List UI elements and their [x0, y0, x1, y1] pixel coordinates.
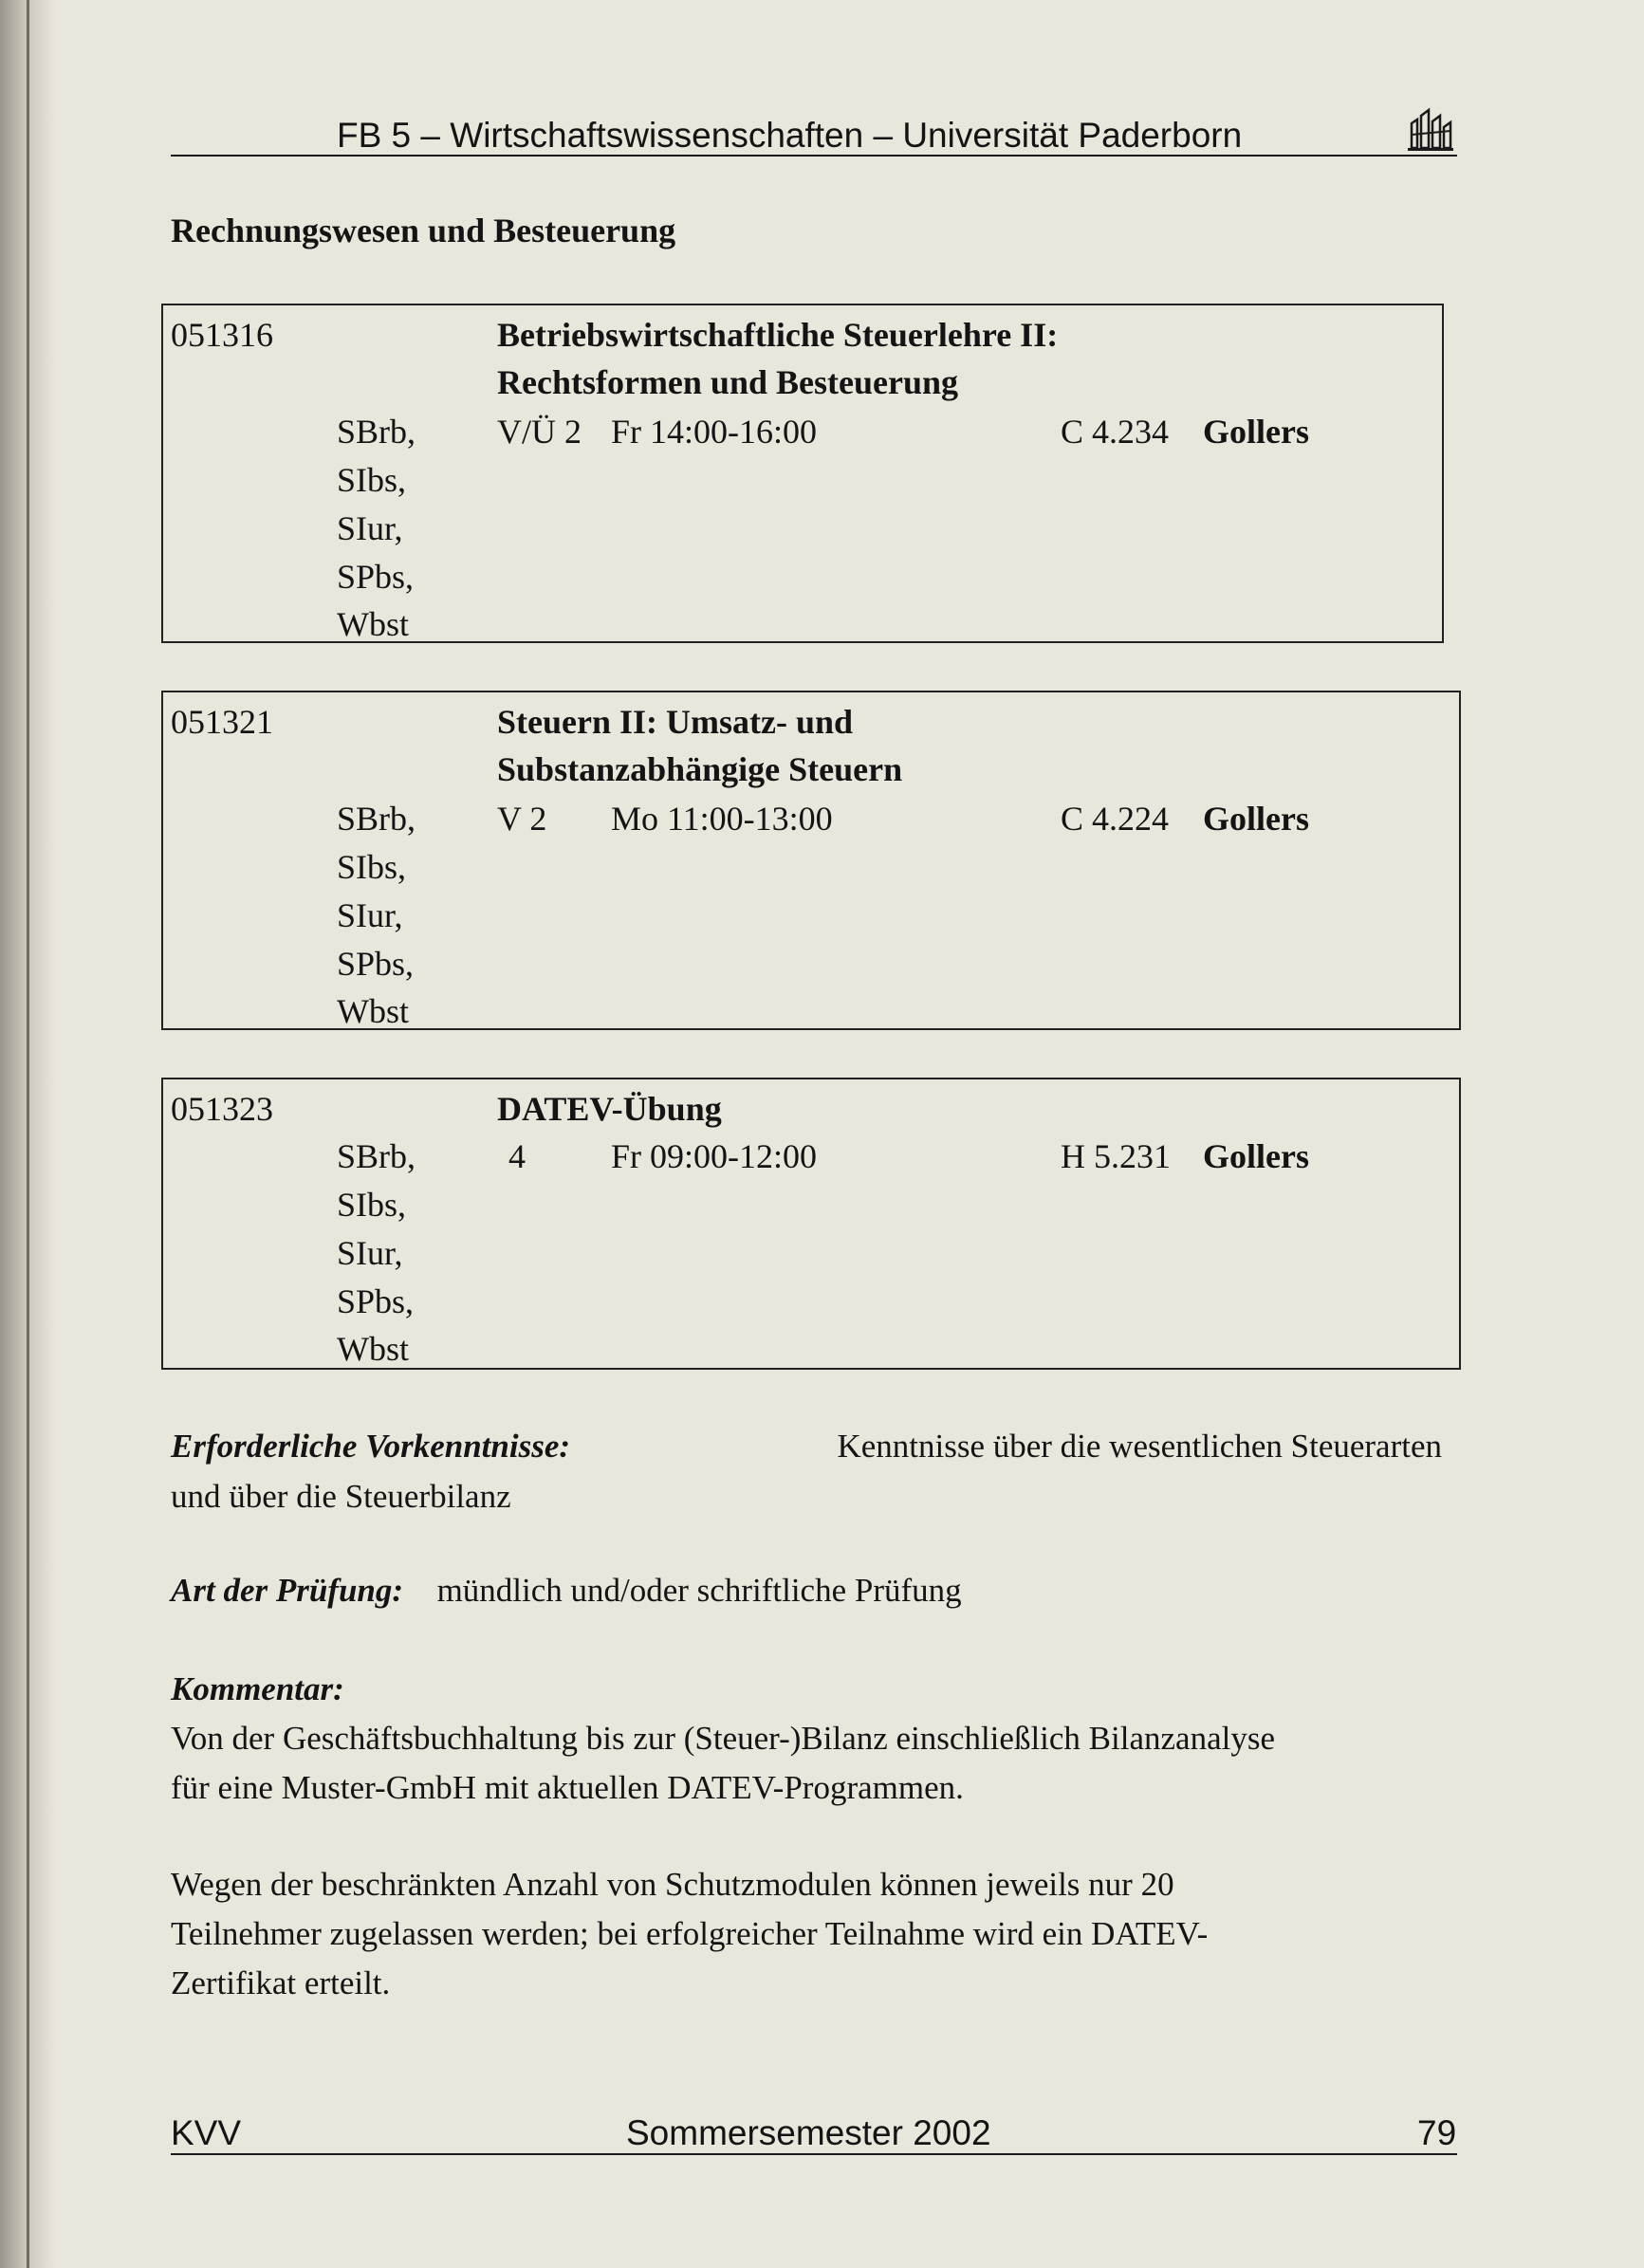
- program-item: SIur,: [337, 509, 403, 547]
- program-item: SPbs,: [337, 945, 415, 983]
- program-item: SPbs,: [337, 558, 415, 596]
- program-item: Wbst: [337, 1330, 409, 1368]
- exam-label: Art der Prüfung:: [171, 1572, 404, 1609]
- prerequisites-block: [171, 1421, 1442, 1521]
- program-item: Wbst: [337, 605, 409, 643]
- course-number: 051321: [171, 703, 273, 741]
- course-number: 051316: [171, 316, 273, 354]
- course-title: Betriebswirtschaftliche Steuerlehre II:: [497, 316, 1059, 354]
- program-item: SBrb,: [337, 800, 416, 838]
- program-item: Wbst: [337, 992, 409, 1030]
- program-item: SIbs,: [337, 461, 407, 499]
- exam-text: mündlich und/oder schriftliche Prüfung: [436, 1572, 962, 1609]
- page-header-title: FB 5 – Wirtschaftswissenschaften – Universität Paderborn: [337, 116, 1243, 155]
- course-title-line2: Rechtsformen und Besteuerung: [497, 363, 958, 401]
- course-number: 051323: [171, 1090, 273, 1128]
- prerequisites-text: Kenntnisse über die wesentlichen Steuerarten: [837, 1428, 1442, 1465]
- program-item: SBrb,: [337, 1137, 416, 1175]
- prerequisites-text-line2: und über die Steuerbilanz: [171, 1478, 511, 1515]
- comment-line: Teilnehmer zugelassen werden; bei erfolgreicher Teilnahme wird ein DATEV-: [171, 1915, 1209, 1952]
- comment-line: für eine Muster-GmbH mit aktuellen DATEV-Programmen.: [171, 1769, 964, 1806]
- page-edge: [27, 0, 29, 2268]
- prerequisites-label: Erforderliche Vorkenntnisse:: [171, 1428, 571, 1465]
- exam-block: [171, 1565, 962, 1615]
- course-time: Mo 11:00-13:00: [611, 800, 833, 838]
- course-lecturer: Gollers: [1203, 800, 1309, 838]
- course-room: H 5.231: [1061, 1137, 1171, 1175]
- program-item: SPbs,: [337, 1282, 415, 1320]
- course-type: V 2: [497, 800, 547, 838]
- course-time: Fr 09:00-12:00: [611, 1137, 818, 1175]
- course-room: C 4.234: [1061, 413, 1170, 451]
- comment-line: Wegen der beschränkten Anzahl von Schutzmodulen können jeweils nur 20: [171, 1866, 1174, 1903]
- course-type: 4: [508, 1137, 526, 1175]
- footer-left: KVV: [171, 2113, 242, 2152]
- course-room: C 4.224: [1061, 800, 1170, 838]
- course-type: V/Ü 2: [497, 413, 582, 451]
- course-lecturer: Gollers: [1203, 1137, 1309, 1175]
- program-item: SIbs,: [337, 1186, 407, 1224]
- footer-rule: [171, 2153, 1457, 2155]
- section-title: Rechnungswesen und Besteuerung: [171, 212, 676, 249]
- footer-semester: Sommersemester 2002: [626, 2113, 991, 2152]
- footer-page-number: 79: [1417, 2113, 1457, 2152]
- course-lecturer: Gollers: [1203, 413, 1309, 451]
- program-item: SIur,: [337, 896, 403, 934]
- comment-line: Von der Geschäftsbuchhaltung bis zur (Steuer-)Bilanz einschließlich Bilanzanalyse: [171, 1720, 1275, 1757]
- program-item: SBrb,: [337, 413, 416, 451]
- course-title: DATEV-Übung: [497, 1090, 722, 1128]
- program-item: SIbs,: [337, 848, 407, 886]
- program-item: SIur,: [337, 1234, 403, 1272]
- university-logo-icon: [1406, 106, 1455, 152]
- course-time: Fr 14:00-16:00: [611, 413, 818, 451]
- header-rule: [171, 155, 1457, 157]
- comment-line: Zertifikat erteilt.: [171, 1964, 391, 2001]
- course-title-line2: Substanzabhängige Steuern: [497, 750, 903, 788]
- comment-label: Kommentar:: [171, 1670, 344, 1707]
- course-title: Steuern II: Umsatz- und: [497, 703, 854, 741]
